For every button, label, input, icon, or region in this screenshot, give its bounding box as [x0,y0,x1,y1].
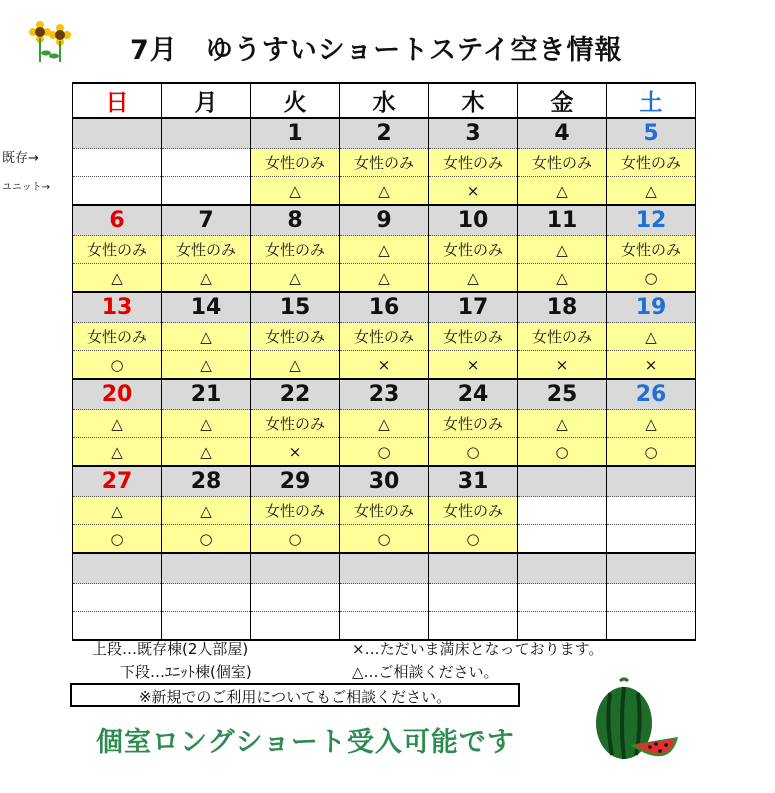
unit-availability-cell [73,177,162,206]
existing-availability-row [73,323,696,351]
date-cell: 29 [251,466,340,497]
unit-availability-cell: ○ [340,525,429,554]
existing-availability-cell: 女性のみ [251,323,340,351]
sunflower-icon [28,20,72,64]
weekday-header: 月 [162,83,251,118]
date-cell [73,118,162,149]
unit-availability-row [73,612,696,641]
date-row [73,205,696,236]
date-cell: 3 [429,118,518,149]
unit-availability-cell [73,612,162,641]
promo-banner: 個室ロングショート受入可能です [96,727,515,758]
existing-availability-cell [518,584,607,612]
date-cell: 31 [429,466,518,497]
date-cell: 6 [73,205,162,236]
unit-availability-cell: △ [607,177,696,206]
unit-availability-cell: × [429,177,518,206]
existing-availability-cell [607,497,696,525]
existing-availability-cell [518,497,607,525]
unit-availability-cell: ○ [73,525,162,554]
existing-availability-cell: 女性のみ [340,323,429,351]
unit-availability-cell: ○ [429,525,518,554]
unit-availability-cell: △ [429,264,518,293]
availability-calendar [72,82,696,641]
date-cell [251,553,340,584]
unit-availability-cell: ○ [251,525,340,554]
legend-lower: 下段…ﾕﾆｯﾄ棟(個室) [120,663,252,681]
existing-availability-row [73,236,696,264]
unit-availability-cell [607,525,696,554]
date-cell: 18 [518,292,607,323]
date-cell [162,553,251,584]
unit-availability-cell [162,612,251,641]
existing-availability-cell: 女性のみ [340,497,429,525]
unit-availability-cell: × [518,351,607,380]
date-cell: 7 [162,205,251,236]
existing-availability-cell: △ [518,236,607,264]
unit-availability-row [73,525,696,554]
date-cell: 9 [340,205,429,236]
date-cell: 1 [251,118,340,149]
existing-availability-cell: 女性のみ [607,236,696,264]
weekday-header: 火 [251,83,340,118]
unit-availability-cell: × [340,351,429,380]
unit-availability-cell: × [429,351,518,380]
existing-availability-cell: 女性のみ [429,236,518,264]
existing-availability-cell [162,584,251,612]
existing-availability-cell [607,584,696,612]
date-cell: 11 [518,205,607,236]
unit-availability-cell: × [251,438,340,467]
unit-availability-cell: △ [340,264,429,293]
date-cell [607,466,696,497]
existing-availability-cell: △ [340,410,429,438]
existing-availability-cell: 女性のみ [162,236,251,264]
existing-row-label: 既存→ [2,151,39,166]
unit-availability-cell: △ [162,264,251,293]
legend-upper: 上段…既存棟(2人部屋) [92,640,249,658]
existing-availability-cell [162,149,251,177]
existing-availability-cell: △ [340,236,429,264]
unit-availability-cell: × [607,351,696,380]
date-cell: 26 [607,379,696,410]
unit-availability-cell: ○ [73,351,162,380]
date-row [73,379,696,410]
date-cell: 4 [518,118,607,149]
unit-availability-cell: △ [340,177,429,206]
existing-availability-row [73,410,696,438]
unit-availability-cell: △ [162,438,251,467]
existing-availability-row [73,497,696,525]
date-cell: 27 [73,466,162,497]
existing-availability-cell: △ [162,323,251,351]
legend-full: ×…ただいま満床となっております。 [352,640,604,658]
new-user-note: ※新規でのご利用についてもご相談ください。 [70,683,520,707]
unit-availability-cell: △ [162,351,251,380]
existing-availability-cell: 女性のみ [73,323,162,351]
existing-availability-cell: 女性のみ [251,149,340,177]
unit-availability-row [73,438,696,467]
unit-availability-cell: ○ [607,438,696,467]
unit-availability-cell [518,612,607,641]
existing-availability-cell: 女性のみ [251,236,340,264]
weekday-header: 水 [340,83,429,118]
existing-availability-cell [429,584,518,612]
unit-availability-row [73,264,696,293]
unit-availability-cell [607,612,696,641]
date-cell: 21 [162,379,251,410]
existing-availability-cell: 女性のみ [251,497,340,525]
existing-availability-cell: 女性のみ [607,149,696,177]
unit-availability-cell: ○ [162,525,251,554]
existing-availability-cell: △ [162,497,251,525]
unit-availability-cell [518,525,607,554]
date-cell: 25 [518,379,607,410]
date-cell [162,118,251,149]
unit-availability-cell: ○ [340,438,429,467]
date-cell: 14 [162,292,251,323]
unit-availability-row [73,177,696,206]
existing-availability-cell [251,584,340,612]
existing-availability-cell [73,584,162,612]
weekday-header: 土 [607,83,696,118]
existing-availability-cell: 女性のみ [429,149,518,177]
date-row [73,118,696,149]
existing-availability-cell: 女性のみ [73,236,162,264]
unit-availability-cell: △ [73,438,162,467]
existing-availability-cell: 女性のみ [251,410,340,438]
existing-availability-cell: 女性のみ [518,149,607,177]
date-cell: 2 [340,118,429,149]
existing-availability-cell: △ [607,410,696,438]
existing-availability-cell: 女性のみ [518,323,607,351]
date-row [73,466,696,497]
existing-availability-cell: △ [607,323,696,351]
date-cell: 23 [340,379,429,410]
unit-availability-cell: △ [251,351,340,380]
unit-availability-cell: △ [518,264,607,293]
unit-availability-cell [162,177,251,206]
unit-availability-cell: ○ [607,264,696,293]
existing-availability-cell: △ [162,410,251,438]
unit-row-label: ユニット→ [2,182,50,193]
date-cell: 17 [429,292,518,323]
date-cell: 12 [607,205,696,236]
unit-availability-cell: ○ [518,438,607,467]
unit-availability-cell [340,612,429,641]
legend-consult: △…ご相談ください。 [352,663,499,681]
unit-availability-cell [429,612,518,641]
date-cell: 16 [340,292,429,323]
unit-availability-cell: △ [73,264,162,293]
existing-availability-cell: △ [518,410,607,438]
page-title: 7月 ゆうすいショートステイ空き情報 [130,35,623,66]
weekday-header-row [73,83,696,118]
weekday-header: 金 [518,83,607,118]
date-cell: 24 [429,379,518,410]
unit-availability-cell: ○ [429,438,518,467]
date-cell [429,553,518,584]
date-row [73,292,696,323]
existing-availability-cell: △ [73,497,162,525]
date-cell: 5 [607,118,696,149]
date-cell [607,553,696,584]
existing-availability-cell [340,584,429,612]
existing-availability-row [73,584,696,612]
date-cell: 22 [251,379,340,410]
unit-availability-cell: △ [518,177,607,206]
existing-availability-cell [73,149,162,177]
date-cell: 30 [340,466,429,497]
date-cell [518,553,607,584]
unit-availability-cell: △ [251,177,340,206]
weekday-header: 日 [73,83,162,118]
date-cell: 13 [73,292,162,323]
existing-availability-cell: 女性のみ [340,149,429,177]
date-row [73,553,696,584]
existing-availability-cell: 女性のみ [429,410,518,438]
unit-availability-cell [251,612,340,641]
existing-availability-cell: △ [73,410,162,438]
date-cell: 15 [251,292,340,323]
date-cell: 28 [162,466,251,497]
date-cell: 10 [429,205,518,236]
date-cell: 8 [251,205,340,236]
date-cell [73,553,162,584]
unit-availability-cell: △ [251,264,340,293]
date-cell: 20 [73,379,162,410]
weekday-header: 木 [429,83,518,118]
watermelon-icon [590,675,680,775]
existing-availability-cell: 女性のみ [429,323,518,351]
existing-availability-row [73,149,696,177]
date-cell [340,553,429,584]
date-cell [518,466,607,497]
unit-availability-row [73,351,696,380]
date-cell: 19 [607,292,696,323]
existing-availability-cell: 女性のみ [429,497,518,525]
